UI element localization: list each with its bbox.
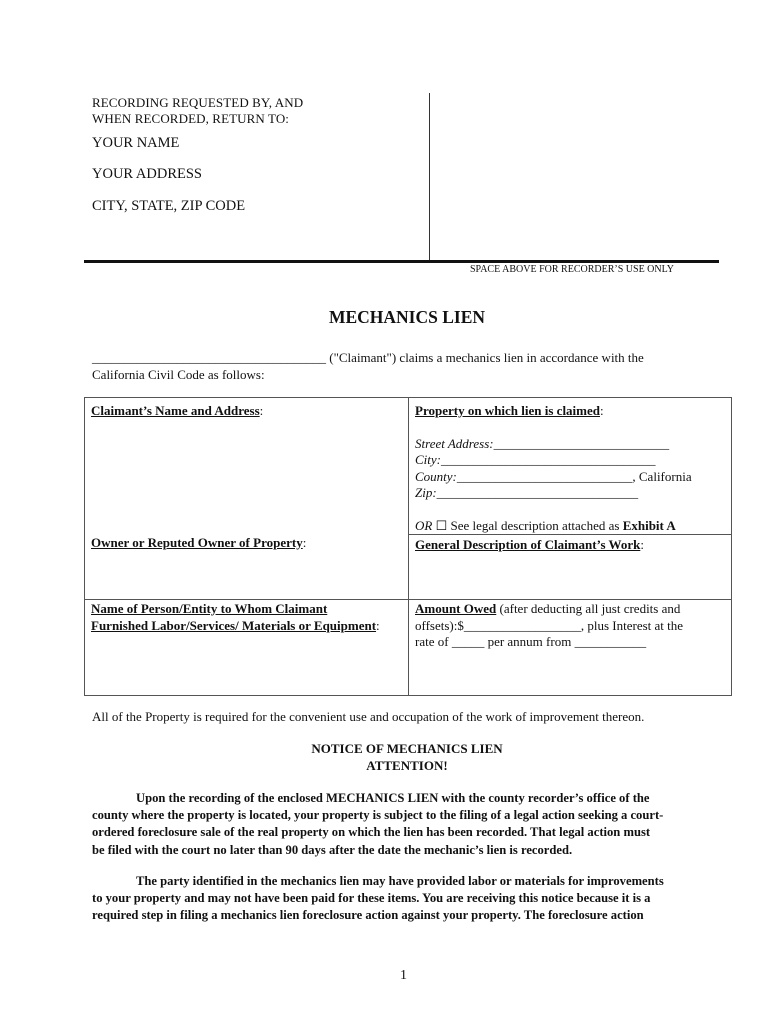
rate-text-1: rate of (415, 634, 452, 649)
page-title: MECHANICS LIEN (328, 307, 486, 327)
amount-text-1: (after deducting all just credits and (496, 601, 681, 616)
claimant-heading: Claimant’s Name and Address: (91, 403, 264, 418)
claimant-label: Claimant’s Name and Address (91, 403, 260, 418)
owner-label: Owner or Reputed Owner of Property (91, 534, 303, 550)
notice-attention: ATTENTION! (366, 758, 448, 773)
county-blank: ___________________________ (456, 468, 633, 484)
page-number: 1 (400, 968, 407, 983)
notice-p2-line: required step in filing a mechanics lien foreclosure action against your property. The foreclosure action (92, 908, 644, 923)
property-heading: Property on which lien is claimed: (415, 403, 604, 418)
zip-line (415, 485, 725, 502)
rate-blank-2: ___________ (574, 634, 647, 649)
notice-p1-line: ordered foreclosure sale of the real property on which the lien has been recorded. That legal action must (92, 825, 651, 840)
furnished-label-1: Name of Person/Entity to Whom Claimant (91, 601, 328, 616)
your-address-field: YOUR ADDRESS (92, 166, 202, 182)
rate-line (415, 634, 725, 651)
zip-label: Zip: (415, 485, 437, 500)
claimant-cell (85, 398, 409, 600)
notice-p1-line: be filed with the court no later than 90 days after the date the mechanic’s lien is recorded. (92, 842, 573, 857)
recorder-space-rule (84, 260, 719, 263)
or-label: OR (415, 517, 433, 533)
intro-line-1 (92, 350, 644, 367)
furnished-heading-2: Furnished Labor/Services/ Materials or Equipment: (91, 617, 380, 633)
your-name-field: YOUR NAME (92, 135, 180, 151)
owner-heading: Owner or Reputed Owner of Property: (91, 534, 307, 550)
when-recorded-line: WHEN RECORDED, RETURN TO: (92, 111, 290, 126)
street-label: Street Address: (415, 435, 494, 451)
notice-p2-line: The party identified in the mechanics lien may have provided labor or materials for improvements (136, 874, 664, 888)
recorder-use-note: SPACE ABOVE FOR RECORDER’S USE ONLY (470, 264, 674, 275)
work-label: General Description of Claimant’s Work (415, 537, 641, 552)
notice-p1-line: county where the property is located, your property is subject to the filing of a legal action seeking a court- (92, 808, 664, 823)
exhibit-line (415, 518, 725, 535)
header-vertical-divider (429, 93, 430, 261)
amount-text-2: offsets):$ (415, 617, 464, 633)
furnished-cell (85, 600, 409, 696)
notice-p2-line: to your property and may not have been paid for these items. You are receiving this notice because it is a (92, 891, 651, 906)
amount-label: Amount Owed (415, 601, 497, 616)
recording-requested-line: RECORDING REQUESTED BY, AND (92, 95, 304, 110)
zip-blank: _______________________________ (436, 485, 639, 500)
work-cell (409, 535, 732, 600)
claimant-blank: ____________________________________ (92, 350, 326, 365)
property-statement: All of the Property is required for the convenient use and occupation of the work of improvement thereon. (92, 709, 645, 724)
intro-text: ("Claimant") claims a mechanics lien in accordance with the (326, 350, 644, 365)
notice-title: NOTICE OF MECHANICS LIEN (311, 741, 503, 756)
amount-cell (409, 600, 732, 696)
city-label: City: (415, 452, 441, 467)
county-label: County: (415, 468, 457, 484)
property-cell (409, 398, 732, 535)
amount-blank: __________________ (463, 617, 581, 633)
city-state-zip-field: CITY, STATE, ZIP CODE (92, 198, 246, 214)
notice-paragraph-2 (92, 873, 664, 925)
city-blank: _________________________________ (441, 452, 656, 467)
county-line (415, 469, 725, 486)
amount-line-2 (415, 618, 725, 635)
rate-blank: _____ (451, 634, 485, 649)
notice-p1-line: Upon the recording of the enclosed MECHANICS LIEN with the county recorder’s office of the (136, 791, 650, 805)
amount-text-3: , plus Interest at the (580, 617, 684, 633)
city-line (415, 452, 725, 469)
street-blank: ___________________________ (493, 435, 670, 451)
street-address-line (415, 436, 725, 453)
exhibit-label: Exhibit A (622, 517, 676, 533)
rate-text-2: per annum from (484, 634, 575, 649)
intro-line-2: California Civil Code as follows: (92, 367, 265, 382)
lien-details-table (84, 397, 732, 696)
see-text: See legal description attached as (447, 517, 623, 533)
property-label: Property on which lien is claimed (415, 403, 601, 418)
furnished-label-2: Furnished Labor/Services/ Materials or Equipment (91, 617, 377, 633)
work-heading: General Description of Claimant’s Work: (415, 537, 644, 552)
notice-paragraph-1 (92, 790, 663, 859)
exhibit-checkbox-icon[interactable]: ☐ (435, 517, 448, 533)
amount-line-1 (415, 601, 725, 618)
county-suffix: , California (632, 468, 692, 484)
